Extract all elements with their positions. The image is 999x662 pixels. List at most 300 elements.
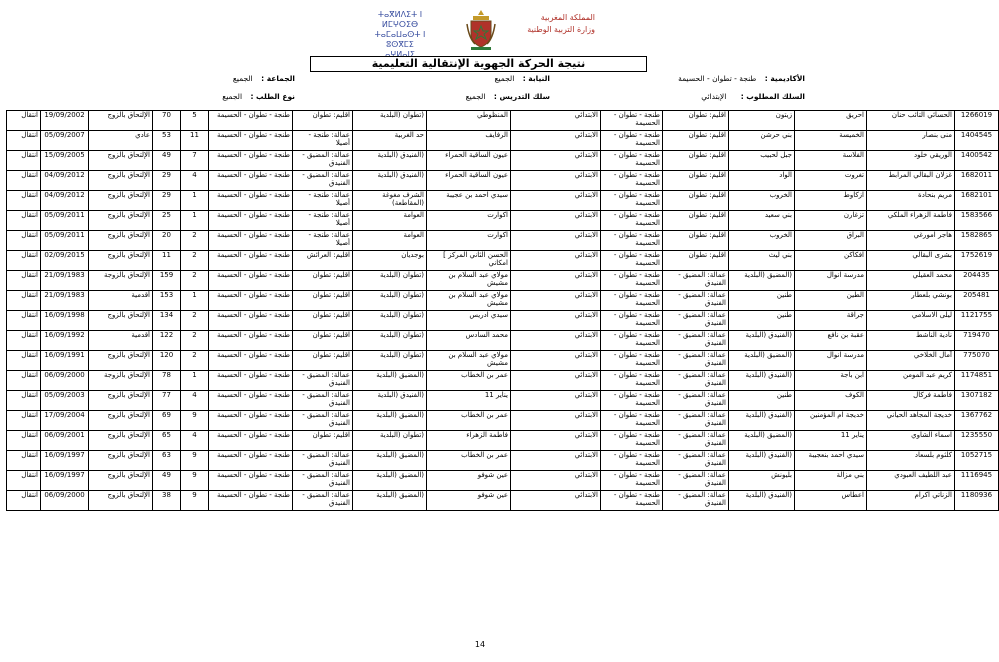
table-row <box>7 391 999 411</box>
cell-score: 29 <box>153 191 181 211</box>
cell-name: بشرى البقالي <box>867 251 955 271</box>
cell-cycle: الابتدائي <box>511 111 601 131</box>
cell-cycle: الابتدائي <box>511 391 601 411</box>
cell-date: 02/09/2015 <box>41 251 89 271</box>
cell-id: 719470 <box>955 331 999 351</box>
cell-target-region: طنجة - تطوان - الحسيمة <box>209 351 293 371</box>
cell-target-commune: (تطوان (البلدية <box>353 291 427 311</box>
cell-score: 65 <box>153 431 181 451</box>
cell-region: طنجة - تطوان - الحسيمة <box>601 171 663 191</box>
table-row <box>7 251 999 271</box>
cell-school: خديجة ام المؤمنين <box>795 411 867 431</box>
cell-cycle: الابتدائي <box>511 451 601 471</box>
cell-target-region: طنجة - تطوان - الحسيمة <box>209 431 293 451</box>
cell-reason: الإلتحاق بالزوج <box>89 311 153 331</box>
cell-status: انتقال <box>7 111 41 131</box>
cell-score: 77 <box>153 391 181 411</box>
cell-target-commune: (المضيق (البلدية <box>353 451 427 471</box>
cell-date: 15/09/2005 <box>41 151 89 171</box>
cell-cycle: الابتدائي <box>511 171 601 191</box>
cell-school: البراق <box>795 231 867 251</box>
cell-id: 204435 <box>955 271 999 291</box>
cell-province: عمالة: المضيق - الفنيدق <box>663 471 729 491</box>
cell-region: طنجة - تطوان - الحسيمة <box>601 151 663 171</box>
cell-region: طنجة - تطوان - الحسيمة <box>601 191 663 211</box>
cell-region: طنجة - تطوان - الحسيمة <box>601 131 663 151</box>
cell-reason: الإلتحاق بالزوج <box>89 411 153 431</box>
cell-region: طنجة - تطوان - الحسيمة <box>601 211 663 231</box>
moroccan-emblem-icon <box>465 8 497 52</box>
cell-score: 120 <box>153 351 181 371</box>
cell-target-province: اقليم: تطوان <box>293 331 353 351</box>
cell-target-commune: حد الغربية <box>353 131 427 151</box>
table-row <box>7 371 999 391</box>
cell-status: انتقال <box>7 351 41 371</box>
cell-target-commune: بوجديان <box>353 251 427 271</box>
cell-date: 16/09/1991 <box>41 351 89 371</box>
cell-target-province: عمالة: المضيق - الفنيدق <box>293 411 353 431</box>
cell-reason: عادي <box>89 131 153 151</box>
cell-commune: الخروب <box>729 231 795 251</box>
cell-target-region: طنجة - تطوان - الحسيمة <box>209 131 293 151</box>
cell-rank: 1 <box>181 291 209 311</box>
cell-target-province: عمالة: المضيق - الفنيدق <box>293 151 353 171</box>
cell-id: 1583566 <box>955 211 999 231</box>
cell-name: خديجة المجاهد الحياني <box>867 411 955 431</box>
cell-commune: زيتون <box>729 111 795 131</box>
cell-school: مدرسة انوال <box>795 351 867 371</box>
cell-school: تغروت <box>795 171 867 191</box>
cell-school: جراقة <box>795 311 867 331</box>
cell-cycle: الابتدائي <box>511 471 601 491</box>
table-row <box>7 291 999 311</box>
tifinagh-line: ⵜⴰⴳⵍⴷⵉⵜ ⵏ ⵍⵎⵖⵔⵉⴱ <box>377 10 423 29</box>
cell-target-school: الرفايف <box>427 131 511 151</box>
cell-school: الفلاسة <box>795 151 867 171</box>
cell-target-school: عين شوفو <box>427 491 511 511</box>
cell-target-commune: الشرف مغوغة (المقاطعة) <box>353 191 427 211</box>
cell-commune: طنين <box>729 391 795 411</box>
cell-target-region: طنجة - تطوان - الحسيمة <box>209 451 293 471</box>
commune-label: الجماعة : <box>261 74 295 83</box>
cell-commune: (الفنيدق (البلدية <box>729 491 795 511</box>
table-row <box>7 231 999 251</box>
cell-region: طنجة - تطوان - الحسيمة <box>601 331 663 351</box>
cell-target-commune: (المضيق (البلدية <box>353 491 427 511</box>
cell-date: 05/09/2011 <box>41 211 89 231</box>
cell-rank: 4 <box>181 171 209 191</box>
cell-target-school: عمر بن الخطاب <box>427 451 511 471</box>
cell-target-province: عمالة: طنجة - أصيلا <box>293 211 353 231</box>
cell-province: اقليم: تطوان <box>663 171 729 191</box>
cell-target-school: اكوارت <box>427 231 511 251</box>
cell-school: ازكاوط <box>795 191 867 211</box>
cell-id: 1052715 <box>955 451 999 471</box>
cell-reason: الإلتحاق بالزوج <box>89 491 153 511</box>
cell-school: افكاكن <box>795 251 867 271</box>
cell-rank: 2 <box>181 251 209 271</box>
cell-id: 1682101 <box>955 191 999 211</box>
cell-region: طنجة - تطوان - الحسيمة <box>601 471 663 491</box>
cell-region: طنجة - تطوان - الحسيمة <box>601 451 663 471</box>
cell-region: طنجة - تطوان - الحسيمة <box>601 311 663 331</box>
cell-target-commune: (تطوان (البلدية <box>353 331 427 351</box>
cell-target-commune: العوامة <box>353 211 427 231</box>
cell-reason: الإلتحاق بالزوج <box>89 171 153 191</box>
table-row <box>7 171 999 191</box>
cell-reason: الإلتحاق بالزوج <box>89 111 153 131</box>
cell-target-region: طنجة - تطوان - الحسيمة <box>209 251 293 271</box>
cell-region: طنجة - تطوان - الحسيمة <box>601 491 663 511</box>
cell-score: 11 <box>153 251 181 271</box>
cell-province: عمالة: المضيق - الفنيدق <box>663 411 729 431</box>
academy-value: طنجة - تطوان - الحسيمة <box>678 74 757 83</box>
table-row <box>7 151 999 171</box>
cell-region: طنجة - تطوان - الحسيمة <box>601 411 663 431</box>
cell-target-commune: (تطوان (البلدية <box>353 111 427 131</box>
cell-target-commune: (الفنيدق (البلدية <box>353 171 427 191</box>
cell-name: نادية الناشط <box>867 331 955 351</box>
tifinagh-line: ⵜⴰⵎⴰⵡⴰⵙⵜ ⵏ ⵓⵙⴳⵎⵉ <box>374 30 426 49</box>
cell-date: 06/09/2000 <box>41 371 89 391</box>
cell-rank: 1 <box>181 191 209 211</box>
cell-cycle: الابتدائي <box>511 271 601 291</box>
cell-commune: الواد <box>729 171 795 191</box>
cell-cycle: الابتدائي <box>511 131 601 151</box>
cycle-field <box>701 92 805 101</box>
cell-target-province: عمالة: المضيق - الفنيدق <box>293 391 353 411</box>
cell-target-region: طنجة - تطوان - الحسيمة <box>209 271 293 291</box>
niyaba-field <box>494 74 550 83</box>
cell-id: 1116945 <box>955 471 999 491</box>
cell-region: طنجة - تطوان - الحسيمة <box>601 271 663 291</box>
cell-score: 134 <box>153 311 181 331</box>
cycle-value: الإبتدائي <box>701 92 727 101</box>
cell-name: غزلان البقالي المرابط <box>867 171 955 191</box>
cell-school: سيدي احمد بنعجيبة <box>795 451 867 471</box>
cell-commune: (الفنيدق (البلدية <box>729 331 795 351</box>
cell-target-school: عين شوفو <box>427 471 511 491</box>
cell-target-province: عمالة: المضيق - الفنيدق <box>293 471 353 491</box>
cell-target-commune: العوامة <box>353 231 427 251</box>
cell-reason: الإلتحاق بالزوج <box>89 231 153 251</box>
cell-cycle: الابتدائي <box>511 251 601 271</box>
cell-target-school: سيدي ادريس <box>427 311 511 331</box>
cell-reason: الإلتحاق بالزوج <box>89 351 153 371</box>
cell-reason: الإلتحاق بالزوج <box>89 471 153 491</box>
cell-target-school: عمر بن الخطاب <box>427 371 511 391</box>
document-title: نتيجة الحركة الجهوية الإنتقالية التعليمية <box>310 56 647 72</box>
cell-school: بني مزالة <box>795 471 867 491</box>
cell-name: الوريقي خلود <box>867 151 955 171</box>
cell-status: انتقال <box>7 271 41 291</box>
cell-school: الكوف <box>795 391 867 411</box>
cell-target-school: عيون الساقية الحمراء <box>427 171 511 191</box>
cell-target-province: عمالة: المضيق - الفنيدق <box>293 171 353 191</box>
cell-reason: أقدمية <box>89 331 153 351</box>
academy-label: الأكاديمية : <box>764 74 805 83</box>
cell-commune: بليونش <box>729 471 795 491</box>
cell-name: مريم بنحادة <box>867 191 955 211</box>
cell-id: 1367762 <box>955 411 999 431</box>
cell-score: 153 <box>153 291 181 311</box>
cell-date: 04/09/2012 <box>41 191 89 211</box>
cell-school: يناير 11 <box>795 431 867 451</box>
table-row <box>7 471 999 491</box>
cell-target-province: اقليم: تطوان <box>293 111 353 131</box>
cell-target-province: عمالة: المضيق - الفنيدق <box>293 371 353 391</box>
cell-name: عبد اللطيف العبودي <box>867 471 955 491</box>
cell-id: 1180936 <box>955 491 999 511</box>
cell-cycle: الابتدائي <box>511 411 601 431</box>
table-row <box>7 331 999 351</box>
cell-target-school: عيون الساقية الحمراء <box>427 151 511 171</box>
table-row <box>7 431 999 451</box>
cell-target-province: اقليم: تطوان <box>293 431 353 451</box>
cell-target-commune: (تطوان (البلدية <box>353 351 427 371</box>
cell-id: 1404545 <box>955 131 999 151</box>
cell-name: فاطمة الزهراء الملكي <box>867 211 955 231</box>
cell-target-province: اقليم: العرائش <box>293 251 353 271</box>
cell-score: 69 <box>153 411 181 431</box>
cell-status: انتقال <box>7 131 41 151</box>
cell-id: 205481 <box>955 291 999 311</box>
cell-target-region: طنجة - تطوان - الحسيمة <box>209 171 293 191</box>
table-row <box>7 491 999 511</box>
cell-score: 53 <box>153 131 181 151</box>
cell-region: طنجة - تطوان - الحسيمة <box>601 371 663 391</box>
cell-id: 1121755 <box>955 311 999 331</box>
ministry-line: وزارة التربية الوطنية <box>527 25 595 34</box>
cell-score: 49 <box>153 471 181 491</box>
cell-id: 1582865 <box>955 231 999 251</box>
cell-status: انتقال <box>7 451 41 471</box>
table-row <box>7 311 999 331</box>
cell-reason: الإلتحاق بالزوج <box>89 211 153 231</box>
cell-date: 21/09/1983 <box>41 291 89 311</box>
cell-target-province: اقليم: تطوان <box>293 351 353 371</box>
cell-reason: الإلتحاق بالزوج <box>89 151 153 171</box>
cell-date: 16/09/1997 <box>41 451 89 471</box>
cell-target-school: محمد السادس <box>427 331 511 351</box>
commune-value: الجميع <box>232 74 253 83</box>
cell-commune: بني حرشن <box>729 131 795 151</box>
cell-target-region: طنجة - تطوان - الحسيمة <box>209 491 293 511</box>
cell-date: 04/09/2012 <box>41 171 89 191</box>
cell-target-commune: (تطوان (البلدية <box>353 311 427 331</box>
table-row <box>7 451 999 471</box>
cell-cycle: الابتدائي <box>511 491 601 511</box>
cell-target-commune: (تطوان (البلدية <box>353 431 427 451</box>
cell-cycle: الابتدائي <box>511 231 601 251</box>
cell-region: طنجة - تطوان - الحسيمة <box>601 231 663 251</box>
cell-name: الحسائي التائب حنان <box>867 111 955 131</box>
cell-rank: 4 <box>181 431 209 451</box>
cell-target-region: طنجة - تطوان - الحسيمة <box>209 211 293 231</box>
cell-region: طنجة - تطوان - الحسيمة <box>601 111 663 131</box>
cell-commune: (المضيق (البلدية <box>729 431 795 451</box>
cell-reason: الإلتحاق بالزوج <box>89 191 153 211</box>
cell-target-province: عمالة: طنجة - أصيلا <box>293 231 353 251</box>
cell-target-commune: (الفنيدق (البلدية <box>353 151 427 171</box>
cell-name: آمال الخلاخي <box>867 351 955 371</box>
cell-target-region: طنجة - تطوان - الحسيمة <box>209 331 293 351</box>
cell-score: 20 <box>153 231 181 251</box>
cell-target-province: اقليم: تطوان <box>293 271 353 291</box>
cell-province: عمالة: المضيق - الفنيدق <box>663 291 729 311</box>
cell-score: 122 <box>153 331 181 351</box>
cell-cycle: الابتدائي <box>511 431 601 451</box>
cell-commune: (الفنيدق (البلدية <box>729 411 795 431</box>
table-row <box>7 211 999 231</box>
cell-province: اقليم: تطوان <box>663 111 729 131</box>
type-value: الجميع <box>222 92 243 101</box>
cell-cycle: الابتدائي <box>511 151 601 171</box>
cell-province: عمالة: المضيق - الفنيدق <box>663 391 729 411</box>
cell-province: اقليم: تطوان <box>663 231 729 251</box>
cell-target-province: عمالة: طنجة - أصيلا <box>293 191 353 211</box>
cell-target-school: عمر بن الخطاب <box>427 411 511 431</box>
cell-target-school: يناير 11 <box>427 391 511 411</box>
cell-commune: (الفنيدق (البلدية <box>729 451 795 471</box>
cell-cycle: الابتدائي <box>511 191 601 211</box>
cell-province: اقليم: تطوان <box>663 131 729 151</box>
table-row <box>7 111 999 131</box>
cell-score: 70 <box>153 111 181 131</box>
cell-rank: 4 <box>181 391 209 411</box>
cell-status: انتقال <box>7 171 41 191</box>
cell-commune: طنين <box>729 291 795 311</box>
cell-reason: الإلتحاق بالزوج <box>89 251 153 271</box>
cell-reason: الإلتحاق بالزوج <box>89 391 153 411</box>
cell-date: 05/09/2007 <box>41 131 89 151</box>
cell-id: 1400542 <box>955 151 999 171</box>
cell-commune: (المضيق (البلدية <box>729 351 795 371</box>
cycle-label: السلك المطلوب : <box>740 92 805 101</box>
cell-target-region: طنجة - تطوان - الحسيمة <box>209 231 293 251</box>
table-row <box>7 191 999 211</box>
cell-id: 1682011 <box>955 171 999 191</box>
cell-province: عمالة: المضيق - الفنيدق <box>663 451 729 471</box>
cell-date: 19/09/2002 <box>41 111 89 131</box>
cell-target-province: عمالة: المضيق - الفنيدق <box>293 451 353 471</box>
cell-status: انتقال <box>7 151 41 171</box>
cell-cycle: الابتدائي <box>511 351 601 371</box>
cell-date: 16/09/1992 <box>41 331 89 351</box>
cell-reason: أقدمية <box>89 291 153 311</box>
cell-rank: 9 <box>181 491 209 511</box>
cell-date: 16/09/1997 <box>41 471 89 491</box>
cell-id: 1235550 <box>955 431 999 451</box>
ministry-name <box>505 12 595 36</box>
cell-status: انتقال <box>7 311 41 331</box>
cell-target-school: سيدي احمد بن عجيبة <box>427 191 511 211</box>
cell-name: اسماء الشاوي <box>867 431 955 451</box>
niyaba-value: الجميع <box>494 74 515 83</box>
cell-region: طنجة - تطوان - الحسيمة <box>601 291 663 311</box>
table-row <box>7 271 999 291</box>
cell-province: عمالة: المضيق - الفنيدق <box>663 431 729 451</box>
cell-id: 1266019 <box>955 111 999 131</box>
cell-cycle: الابتدائي <box>511 331 601 351</box>
cell-status: انتقال <box>7 191 41 211</box>
academy-field <box>678 74 805 83</box>
cell-date: 05/09/2003 <box>41 391 89 411</box>
cell-school: الخميسة <box>795 131 867 151</box>
cell-id: 775070 <box>955 351 999 371</box>
cell-target-region: طنجة - تطوان - الحسيمة <box>209 311 293 331</box>
cell-id: 1307182 <box>955 391 999 411</box>
cell-school: اعطاس <box>795 491 867 511</box>
cell-school: احريق <box>795 111 867 131</box>
cell-region: طنجة - تطوان - الحسيمة <box>601 431 663 451</box>
cell-date: 17/09/2004 <box>41 411 89 431</box>
cell-rank: 1 <box>181 211 209 231</box>
table-row <box>7 411 999 431</box>
cell-rank: 2 <box>181 351 209 371</box>
cell-reason: الإلتحاق بالزوجة <box>89 271 153 291</box>
cell-commune: طنين <box>729 311 795 331</box>
cell-status: انتقال <box>7 371 41 391</box>
cell-reason: الإلتحاق بالزوج <box>89 451 153 471</box>
cell-score: 49 <box>153 151 181 171</box>
table-row <box>7 131 999 151</box>
cell-target-province: اقليم: تطوان <box>293 291 353 311</box>
cell-score: 29 <box>153 171 181 191</box>
cell-commune: جبل لحبيب <box>729 151 795 171</box>
cell-cycle: الابتدائي <box>511 311 601 331</box>
cell-region: طنجة - تطوان - الحسيمة <box>601 251 663 271</box>
cell-score: 38 <box>153 491 181 511</box>
cell-school: تزغارن <box>795 211 867 231</box>
cell-target-region: طنجة - تطوان - الحسيمة <box>209 291 293 311</box>
cell-rank: 5 <box>181 111 209 131</box>
cell-score: 78 <box>153 371 181 391</box>
cell-province: عمالة: المضيق - الفنيدق <box>663 331 729 351</box>
cell-commune: (المضيق (البلدية <box>729 271 795 291</box>
cell-school: مدرسة انوال <box>795 271 867 291</box>
cell-date: 06/09/2001 <box>41 431 89 451</box>
cell-commune: الخروب <box>729 191 795 211</box>
cell-name: الزناتي اكرام <box>867 491 955 511</box>
cell-target-region: طنجة - تطوان - الحسيمة <box>209 391 293 411</box>
cell-cycle: الابتدائي <box>511 291 601 311</box>
cell-status: انتقال <box>7 291 41 311</box>
cell-target-school: مولاي عبد السلام بن مشيش <box>427 271 511 291</box>
tifinagh-ministry-name <box>365 10 435 60</box>
cell-target-school: مولاي عبد السلام بن مشيش <box>427 291 511 311</box>
cell-score: 63 <box>153 451 181 471</box>
cell-target-school: المنظوطي <box>427 111 511 131</box>
cell-province: اقليم: تطوان <box>663 191 729 211</box>
cell-cycle: الابتدائي <box>511 371 601 391</box>
cell-target-commune: (المضيق (البلدية <box>353 471 427 491</box>
cell-province: اقليم: تطوان <box>663 151 729 171</box>
cell-id: 1752619 <box>955 251 999 271</box>
cell-target-region: طنجة - تطوان - الحسيمة <box>209 191 293 211</box>
cell-name: هاجر امورغي <box>867 231 955 251</box>
cell-rank: 2 <box>181 331 209 351</box>
cell-province: عمالة: المضيق - الفنيدق <box>663 311 729 331</box>
cell-rank: 9 <box>181 471 209 491</box>
cell-reason: الإلتحاق بالزوجة <box>89 371 153 391</box>
cell-target-school: مولاي عبد السلام بن مشيش <box>427 351 511 371</box>
cell-province: اقليم: تطوان <box>663 251 729 271</box>
cell-id: 1174851 <box>955 371 999 391</box>
cell-target-region: طنجة - تطوان - الحسيمة <box>209 471 293 491</box>
cell-province: عمالة: المضيق - الفنيدق <box>663 491 729 511</box>
cell-commune: بني ليث <box>729 251 795 271</box>
